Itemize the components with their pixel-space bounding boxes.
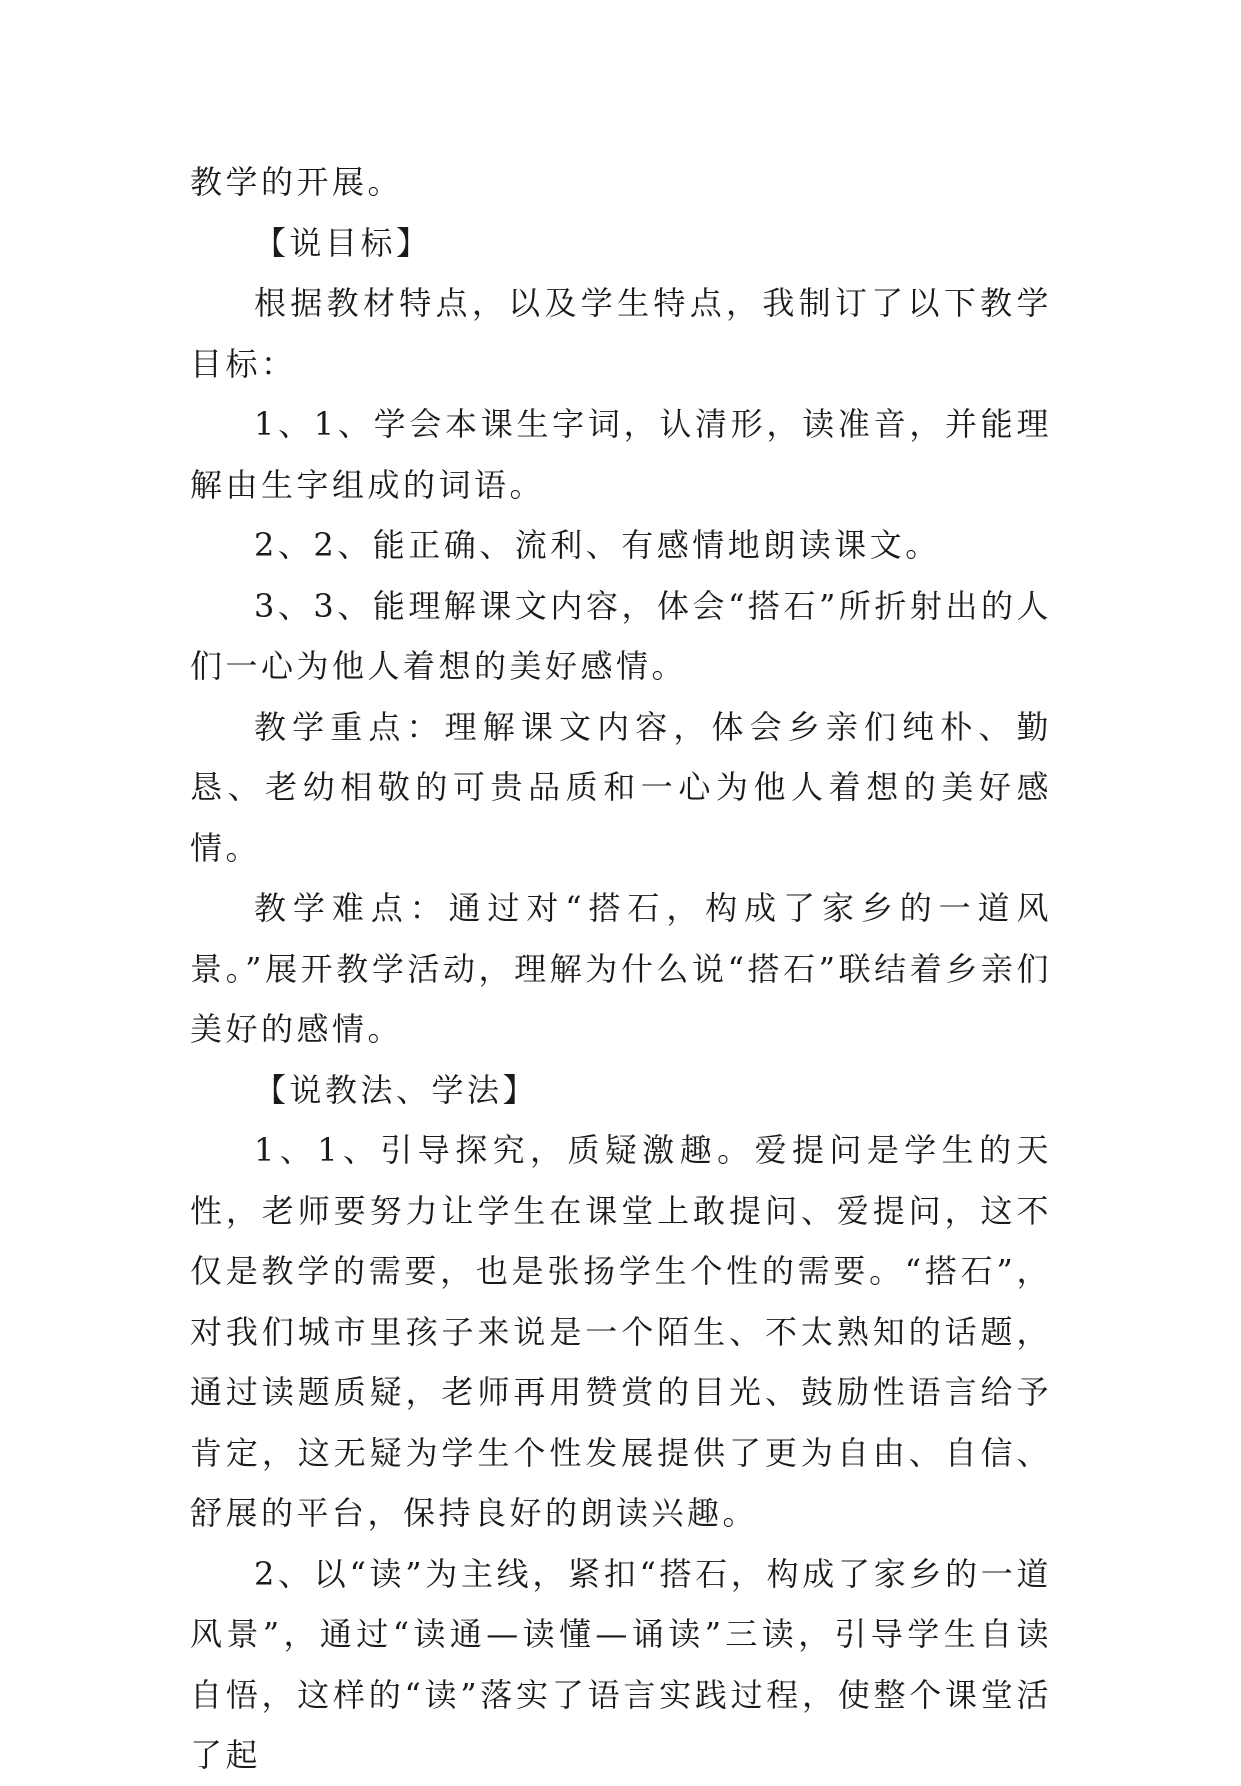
- paragraph-continuation: 教学的开展。: [190, 163, 404, 201]
- section-heading-goals: 【说目标】: [254, 223, 432, 262]
- goal-item-1: 1、1、学会本课生字词，认清形，读准音，并能理解由生字组成的词语。: [190, 405, 1052, 504]
- teaching-key-point: 教学重点：理解课文内容，体会乡亲们纯朴、勤恳、老幼相敬的可贵品质和一心为他人着想的美好感情。: [190, 707, 1052, 867]
- method-item-1: 1、1、引导探究，质疑激趣。爱提问是学生的天性，老师要努力让学生在课堂上敢提问、爱提问，这不仅是教学的需要，也是张扬学生个性的需要。“搭石”，对我们城市里孩子来说是一个陌生、不太熟知的话题，通过读题质疑，老师再用赞赏的目光、鼓励性语言给予肯定，这无疑为学生个性发展提供了更为自由、自信、舒展的平台，保持良好的朗读兴趣。: [190, 1131, 1052, 1532]
- method-item-2: 2、以“读”为主线，紧扣“搭石，构成了家乡的一道风景”，通过“读通—读懂—诵读”三读，引导学生自读自悟，这样的“读”落实了语言实践过程，使整个课堂活了起: [190, 1554, 1052, 1774]
- section-heading-methods: 【说教法、学法】: [254, 1070, 539, 1109]
- teaching-difficulty: 教学难点：通过对“搭石，构成了家乡的一道风景。”展开教学活动，理解为什么说“搭石”联结着乡亲们美好的感情。: [190, 889, 1052, 1048]
- goal-item-3: 3、3、能理解课文内容，体会“搭石”所折射出的人们一心为他人着想的美好感情。: [190, 586, 1052, 685]
- paragraph-goals-intro: 根据教材特点，以及学生特点，我制订了以下教学目标：: [190, 284, 1052, 383]
- goal-item-2: 2、2、能正确、流利、有感情地朗读课文。: [254, 526, 941, 564]
- document-page: [190, 152, 1052, 1786]
